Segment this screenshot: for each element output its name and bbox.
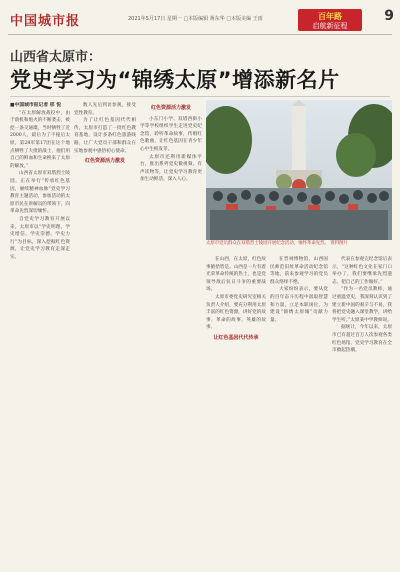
section-subhead: 红色资源活力激发 (84, 158, 125, 165)
paragraph: 太原市委党史研究室相关负责人介绍，要充分利用太原丰富的红色资源，讲好党的故事、革命的故事、英雄的故事。 (206, 294, 266, 331)
paragraph: 山西省太原市双塔烈士陵园，正在举行“传承红色基因，赓续精神血脉”党史学习教育主题活动，参加活动的太原市民在讲解员的带领下，向革命先烈深切缅怀。 (10, 171, 70, 215)
paragraph: “作为一名党员教师，通过重温党史，我深刻认识到了建立新中国的艰辛与不易，我将把党史融入课堂教学，讲给学生听。”太原某中学教师说。 (332, 287, 392, 323)
section-subhead: 让红色基因代代传承 (213, 334, 259, 341)
paragraph: 据统计，今年以来，太原市已有超过百万人次参观各类红色场馆，党史学习教育在全市掀起热潮。 (332, 325, 392, 354)
memorial-photo-image (206, 100, 392, 240)
paragraph: 自党史学习教育开展以来，太原市以“学史明理、学史增信、学史崇德、学史力行”为目标，深入挖掘红色资源，让党史学习教育走深走实。 (10, 216, 70, 260)
paragraph: 为了让红色基因代代相传，太原市打造了一批红色教育基地，设计多条红色旅游线路，让广大党员干部和群众在实地参观中感悟初心使命。 (74, 118, 136, 154)
paragraph: 代表在参观完纪念馆后表示，“这种红色文化在家门口举办了，我们要继承先烈遗志，把自己的工作做好。” (332, 257, 392, 285)
paragraph: 小东门小学、双塔西街小学等学校组织学生走进党史纪念馆，聆听革命故事，传唱红色歌曲，让红色基因在青少年心中生根发芽。 (140, 116, 202, 152)
paragraph: 大家纷纷表示，要从党的百年奋斗历程中汲取智慧和力量，立足本职岗位，为建设“锦绣太原城”贡献力量。 (270, 287, 328, 323)
article-column-4 (206, 256, 266, 564)
section-subhead: 红色资源活力激发 (150, 105, 191, 111)
paragraph: 在晋祠博物馆、山西国民师范旧址革命活动纪念馆等地，前来参观学习的党员群众络绎不绝。 (270, 257, 328, 285)
article-region: 山西省太原市： (10, 50, 102, 65)
byline: ■中国城市报记者 邢 悦 (10, 103, 62, 108)
paragraph: 在山西，在太原，红色故事俯拾皆是。山西是一片有着光荣革命传统的热土，也是党领导敌后抗日斗争的重要战场。 (206, 257, 266, 293)
headline-rule (10, 96, 390, 97)
dateline: 2021年5月17日 星期一 □本版编辑 蒋东华 □本版美编 王雨 (128, 16, 263, 22)
centenary-badge (298, 9, 362, 31)
article-headline: 党史学习为“锦绣太原”增添新名片 (10, 68, 340, 92)
article-column-6 (332, 256, 392, 564)
page-number: 9 (384, 8, 394, 24)
article-column-2 (74, 102, 136, 564)
paragraph: “在太原解放战役中，由于敌机和炮火的不断袭击，被挖一条交通壕，当时牺牲了近2000人，最后为了不拖后太原，第28军第17团在这个地点牺牲了大批的战士，他们用自己的鲜血和生命换来了太原的解放。” (10, 110, 70, 169)
article-photo (206, 100, 392, 240)
article-column-1 (10, 102, 70, 564)
badge-line-2: 启航新征程 (312, 22, 348, 30)
badge-line-1: 百年路 (318, 12, 342, 21)
article-column-3 (140, 102, 202, 564)
article-column-5 (270, 256, 328, 564)
paragraph: 太原市还利用新媒体平台，推出系列党史微视频、有声读物等，让党史学习教育更加生动鲜活、深入人心。 (140, 154, 202, 183)
photo-caption: 太原市党员群众在双塔烈士陵园开展纪念活动，缅怀革命先烈。 资料图片 (206, 241, 348, 246)
paragraph: 数人先后到访参观，接受党性教育。 (74, 103, 136, 116)
page-header (8, 6, 392, 35)
masthead: 中国城市报 (10, 14, 81, 29)
